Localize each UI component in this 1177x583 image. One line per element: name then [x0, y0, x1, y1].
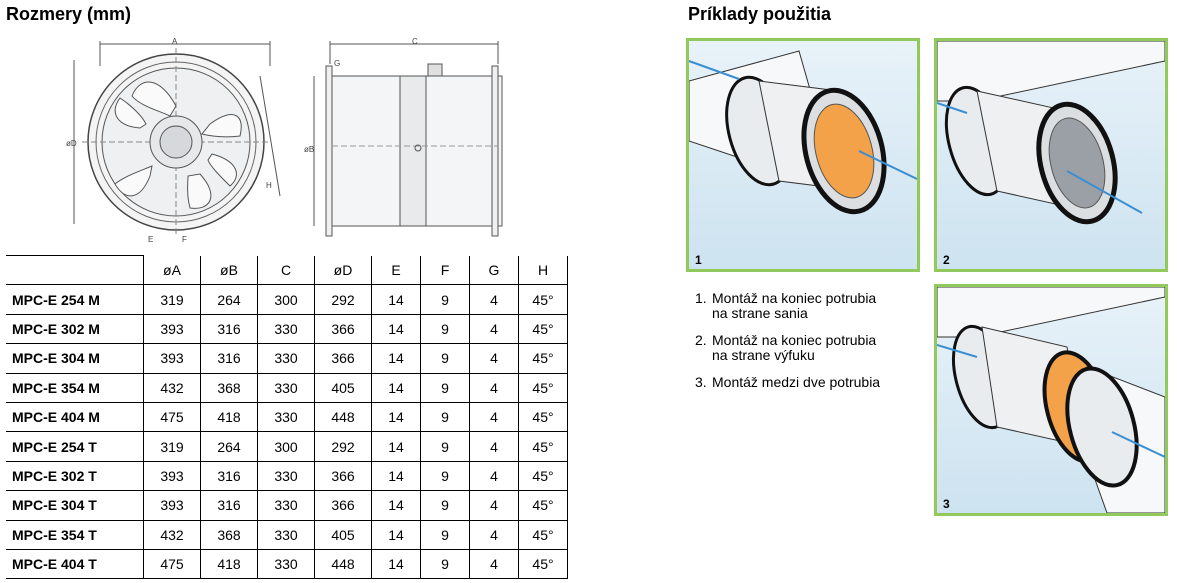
table-cell-value: 14	[372, 314, 421, 343]
table-cell-value: 330	[258, 520, 315, 549]
table-cell-value: 405	[315, 373, 372, 402]
header-a: øA	[144, 256, 201, 285]
table-cell-value: 475	[144, 549, 201, 578]
dim-label-g: G	[334, 59, 341, 68]
table-cell-value: 4	[470, 432, 519, 461]
table-cell-value: 14	[372, 373, 421, 402]
table-cell-value: 366	[315, 461, 372, 490]
table-row	[6, 314, 568, 343]
table-cell-value: 448	[315, 549, 372, 578]
table-cell-value: 14	[372, 344, 421, 373]
table-cell-value: 9	[421, 549, 470, 578]
usage-panel-1	[686, 38, 920, 272]
table-cell-value: 45°	[519, 314, 568, 343]
header-f: F	[421, 256, 470, 285]
header-c: C	[258, 256, 315, 285]
table-cell-value: 319	[144, 285, 201, 314]
dim-label-b: øB	[304, 145, 315, 154]
table-cell-value: 330	[258, 344, 315, 373]
table-header-row	[6, 256, 568, 285]
table-cell-value: 4	[470, 314, 519, 343]
table-row	[6, 491, 568, 520]
table-cell-value: 4	[470, 344, 519, 373]
table-cell-value: 330	[258, 461, 315, 490]
usage-panel-3	[934, 284, 1168, 516]
table-cell-model: MPC-E 404 M	[6, 402, 144, 431]
table-cell-value: 4	[470, 520, 519, 549]
table-cell-value: 9	[421, 285, 470, 314]
usage-item-number: 1.	[695, 290, 707, 306]
panel-number-3: 3	[943, 497, 950, 511]
table-cell-value: 393	[144, 461, 201, 490]
table-cell-value: 45°	[519, 491, 568, 520]
table-cell-model: MPC-E 254 T	[6, 432, 144, 461]
table-cell-value: 14	[372, 549, 421, 578]
table-row	[6, 285, 568, 314]
table-cell-value: 432	[144, 520, 201, 549]
table-cell-model: MPC-E 302 T	[6, 461, 144, 490]
table-row	[6, 373, 568, 402]
table-cell-value: 292	[315, 285, 372, 314]
usage-panel-2	[934, 38, 1168, 272]
table-cell-value: 330	[258, 549, 315, 578]
fan-front-view-drawing	[60, 36, 310, 248]
table-cell-value: 300	[258, 432, 315, 461]
table-cell-value: 14	[372, 520, 421, 549]
usage-item-text: Montáž na koniec potrubia	[712, 332, 877, 348]
table-cell-value: 14	[372, 285, 421, 314]
table-cell-model: MPC-E 354 T	[6, 520, 144, 549]
table-cell-value: 418	[201, 549, 258, 578]
table-cell-value: 316	[201, 344, 258, 373]
table-cell-value: 393	[144, 314, 201, 343]
usage-item-3	[695, 375, 880, 390]
table-cell-value: 264	[201, 432, 258, 461]
usage-item-number: 3.	[695, 374, 707, 390]
header-b: øB	[201, 256, 258, 285]
dim-label-a: A	[172, 37, 178, 46]
table-cell-value: 405	[315, 520, 372, 549]
table-cell-model: MPC-E 302 M	[6, 314, 144, 343]
panel-number-1: 1	[695, 253, 702, 267]
header-d: øD	[315, 256, 372, 285]
table-cell-value: 448	[315, 402, 372, 431]
table-cell-model: MPC-E 354 M	[6, 373, 144, 402]
table-cell-value: 264	[201, 285, 258, 314]
table-row	[6, 549, 568, 578]
table-cell-model: MPC-E 404 T	[6, 549, 144, 578]
table-cell-value: 14	[372, 461, 421, 490]
usage-item-text: Montáž medzi dve potrubia	[712, 374, 881, 390]
table-cell-value: 45°	[519, 402, 568, 431]
table-cell-model: MPC-E 304 T	[6, 491, 144, 520]
dimensions-title: Rozmery (mm)	[6, 4, 132, 24]
table-cell-value: 319	[144, 432, 201, 461]
table-cell-value: 4	[470, 373, 519, 402]
usage-item-1	[695, 291, 880, 321]
usage-examples-title: Príklady použitia	[688, 4, 832, 24]
table-cell-value: 330	[258, 491, 315, 520]
table-cell-value: 9	[421, 402, 470, 431]
table-cell-value: 292	[315, 432, 372, 461]
table-cell-value: 9	[421, 491, 470, 520]
panel-number-2: 2	[943, 253, 950, 267]
table-cell-value: 330	[258, 314, 315, 343]
table-cell-value: 393	[144, 344, 201, 373]
usage-item-text-continued: na strane sania	[712, 305, 808, 321]
dim-label-f: F	[182, 235, 187, 244]
usage-illustration-1	[689, 41, 917, 269]
table-cell-value: 368	[201, 520, 258, 549]
table-cell-value: 45°	[519, 520, 568, 549]
header-e: E	[372, 256, 421, 285]
table-cell-value: 4	[470, 461, 519, 490]
table-cell-value: 393	[144, 491, 201, 520]
table-cell-value: 330	[258, 402, 315, 431]
table-cell-value: 9	[421, 373, 470, 402]
header-h: H	[519, 256, 568, 285]
table-cell-value: 45°	[519, 373, 568, 402]
usage-illustration-3	[937, 287, 1165, 513]
table-cell-value: 366	[315, 314, 372, 343]
table-cell-value: 316	[201, 461, 258, 490]
table-cell-value: 418	[201, 402, 258, 431]
table-cell-value: 9	[421, 520, 470, 549]
table-row	[6, 520, 568, 549]
table-cell-value: 14	[372, 491, 421, 520]
dim-label-e: E	[148, 235, 154, 244]
dimensions-table	[6, 255, 568, 579]
header-g: G	[470, 256, 519, 285]
table-row	[6, 432, 568, 461]
table-cell-value: 475	[144, 402, 201, 431]
table-cell-value: 45°	[519, 432, 568, 461]
fan-side-view-drawing	[300, 36, 530, 248]
dim-label-c: C	[412, 37, 418, 46]
table-cell-value: 45°	[519, 549, 568, 578]
table-cell-value: 4	[470, 285, 519, 314]
table-cell-value: 432	[144, 373, 201, 402]
table-row	[6, 402, 568, 431]
table-cell-value: 366	[315, 344, 372, 373]
usage-item-text: Montáž na koniec potrubia	[712, 290, 877, 306]
table-cell-value: 9	[421, 314, 470, 343]
table-cell-model: MPC-E 304 M	[6, 344, 144, 373]
table-cell-value: 45°	[519, 285, 568, 314]
usage-list	[695, 291, 880, 402]
table-cell-value: 368	[201, 373, 258, 402]
header-model	[6, 256, 144, 285]
table-cell-value: 4	[470, 491, 519, 520]
table-cell-value: 316	[201, 491, 258, 520]
table-cell-value: 45°	[519, 461, 568, 490]
table-cell-value: 4	[470, 402, 519, 431]
table-row	[6, 461, 568, 490]
table-cell-value: 330	[258, 373, 315, 402]
dim-label-d: øD	[66, 139, 77, 148]
usage-item-text-continued: na strane výfuku	[712, 347, 815, 363]
table-cell-value: 9	[421, 461, 470, 490]
table-row	[6, 344, 568, 373]
dim-label-h: H	[266, 181, 272, 190]
table-cell-value: 45°	[519, 344, 568, 373]
table-cell-value: 14	[372, 432, 421, 461]
table-cell-value: 14	[372, 402, 421, 431]
table-cell-value: 300	[258, 285, 315, 314]
usage-item-number: 2.	[695, 332, 707, 348]
table-cell-value: 9	[421, 432, 470, 461]
table-cell-value: 4	[470, 549, 519, 578]
table-cell-value: 9	[421, 344, 470, 373]
table-cell-value: 316	[201, 314, 258, 343]
usage-illustration-2	[937, 41, 1165, 269]
table-cell-model: MPC-E 254 M	[6, 285, 144, 314]
table-cell-value: 366	[315, 491, 372, 520]
usage-item-2	[695, 333, 880, 363]
